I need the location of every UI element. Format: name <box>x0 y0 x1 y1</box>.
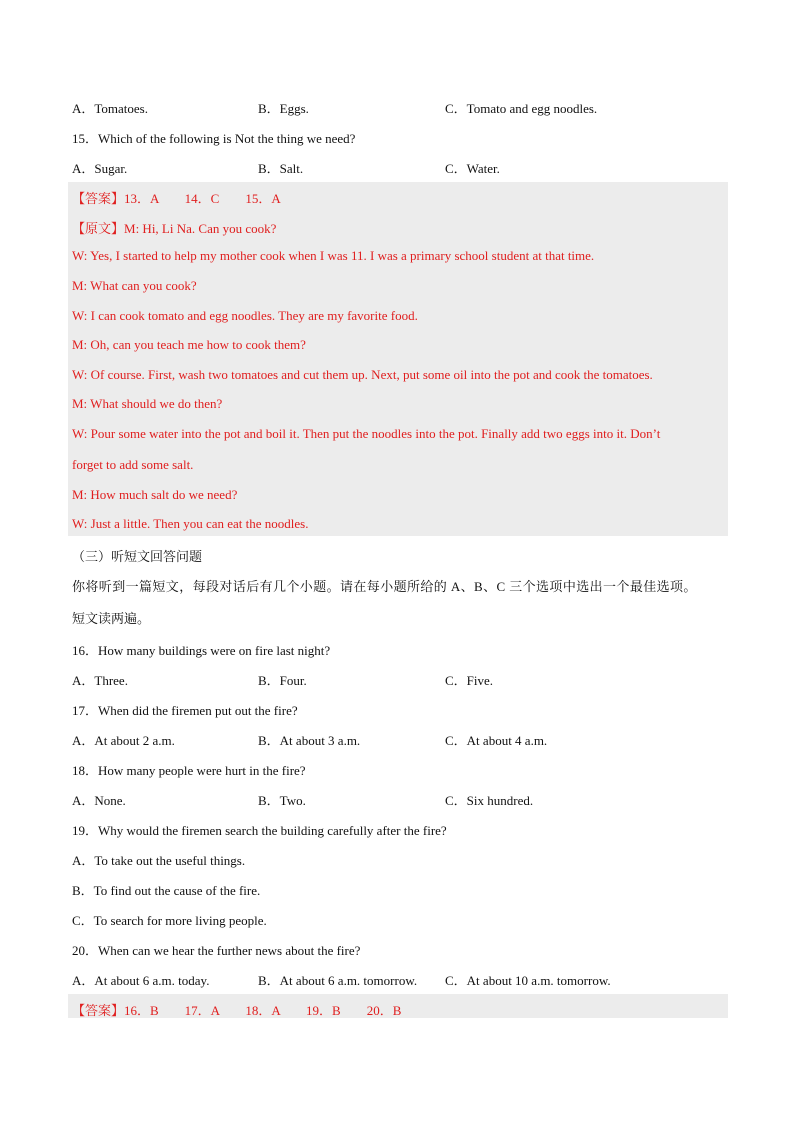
option-b: B．At about 3 a.m. <box>258 733 361 748</box>
option-b: B．Four. <box>258 673 307 688</box>
q16-question: 16．How many buildings were on fire last night? <box>72 643 331 658</box>
option-c: C．At about 4 a.m. <box>445 733 548 748</box>
transcript-line: M: What should we do then? <box>72 396 223 411</box>
option-c: C．At about 10 a.m. tomorrow. <box>445 973 611 988</box>
transcript-line: W: Of course. First, wash two tomatoes and cut them up. Next, put some oil into the pot and cook the tomatoes. <box>72 367 653 382</box>
transcript-line: forget to add some salt. <box>72 457 194 472</box>
transcript-line: M: How much salt do we need? <box>72 487 238 502</box>
q17-options <box>72 730 732 748</box>
option-c: C．Five. <box>445 673 494 688</box>
q19-question: 19．Why would the firemen search the building carefully after the fire? <box>72 823 447 838</box>
option-a: A．Sugar. <box>72 161 128 176</box>
answer-text: 13．A 14．C 15．A <box>124 191 281 206</box>
answer-label: 【答案】 <box>72 1003 125 1018</box>
transcript-line: M: Oh, can you teach me how to cook them? <box>72 337 306 352</box>
transcript-line: W: Pour some water into the pot and boil it. Then put the noodles into the pot. Finally add two eggs into it. Don’t <box>72 426 661 441</box>
option-c: C．Water. <box>445 161 500 176</box>
option-a: A．Three. <box>72 673 128 688</box>
option-b: B．Two. <box>258 793 306 808</box>
q17-question: 17．When did the firemen put out the fire? <box>72 703 298 718</box>
answer-line-2 <box>72 1000 401 1019</box>
q14-options <box>72 98 732 116</box>
q16-options <box>72 670 732 688</box>
section-heading: （三）听短文回答问题 <box>72 549 203 564</box>
transcript-line: W: Just a little. Then you can eat the noodles. <box>72 516 309 531</box>
transcript-line: M: What can you cook? <box>72 278 197 293</box>
option-a: A．At about 6 a.m. today. <box>72 973 210 988</box>
answer-text: 16．B 17．A 18．A 19．B 20．B <box>124 1003 402 1018</box>
q20-options <box>72 970 732 988</box>
option-a: A．To take out the useful things. <box>72 853 246 868</box>
option-c: C．Tomato and egg noodles. <box>445 101 598 116</box>
option-b: B．To find out the cause of the fire. <box>72 883 261 898</box>
q15-question: 15．Which of the following is Not the thing we need? <box>72 131 356 146</box>
option-a: A．At about 2 a.m. <box>72 733 175 748</box>
q18-question: 18．How many people were hurt in the fire? <box>72 763 306 778</box>
section-instruction: 你将听到一篇短文，每段对话后有几个小题。请在每小题所给的 A、B、C 三个选项中选出一个最佳选项。 <box>72 579 697 594</box>
transcript-text: M: Hi, Li Na. Can you cook? <box>124 221 277 236</box>
q18-options <box>72 790 732 808</box>
q20-question: 20．When can we hear the further news about the fire? <box>72 943 361 958</box>
option-c: C．To search for more living people. <box>72 913 267 928</box>
option-c: C．Six hundred. <box>445 793 534 808</box>
transcript-first-line <box>72 218 276 237</box>
option-a: A．None. <box>72 793 126 808</box>
q15-options <box>72 158 732 176</box>
option-b: B．Salt. <box>258 161 304 176</box>
answer-line-1 <box>72 188 281 207</box>
option-b: B．Eggs. <box>258 101 309 116</box>
transcript-line: W: I can cook tomato and egg noodles. They are my favorite food. <box>72 308 418 323</box>
transcript-label: 【原文】 <box>72 221 125 236</box>
answer-label: 【答案】 <box>72 191 125 206</box>
section-instruction: 短文读两遍。 <box>72 611 151 626</box>
transcript-line: W: Yes, I started to help my mother cook when I was 11. I was a primary school student at that time. <box>72 248 595 263</box>
option-a: A．Tomatoes. <box>72 101 148 116</box>
option-b: B．At about 6 a.m. tomorrow. <box>258 973 418 988</box>
